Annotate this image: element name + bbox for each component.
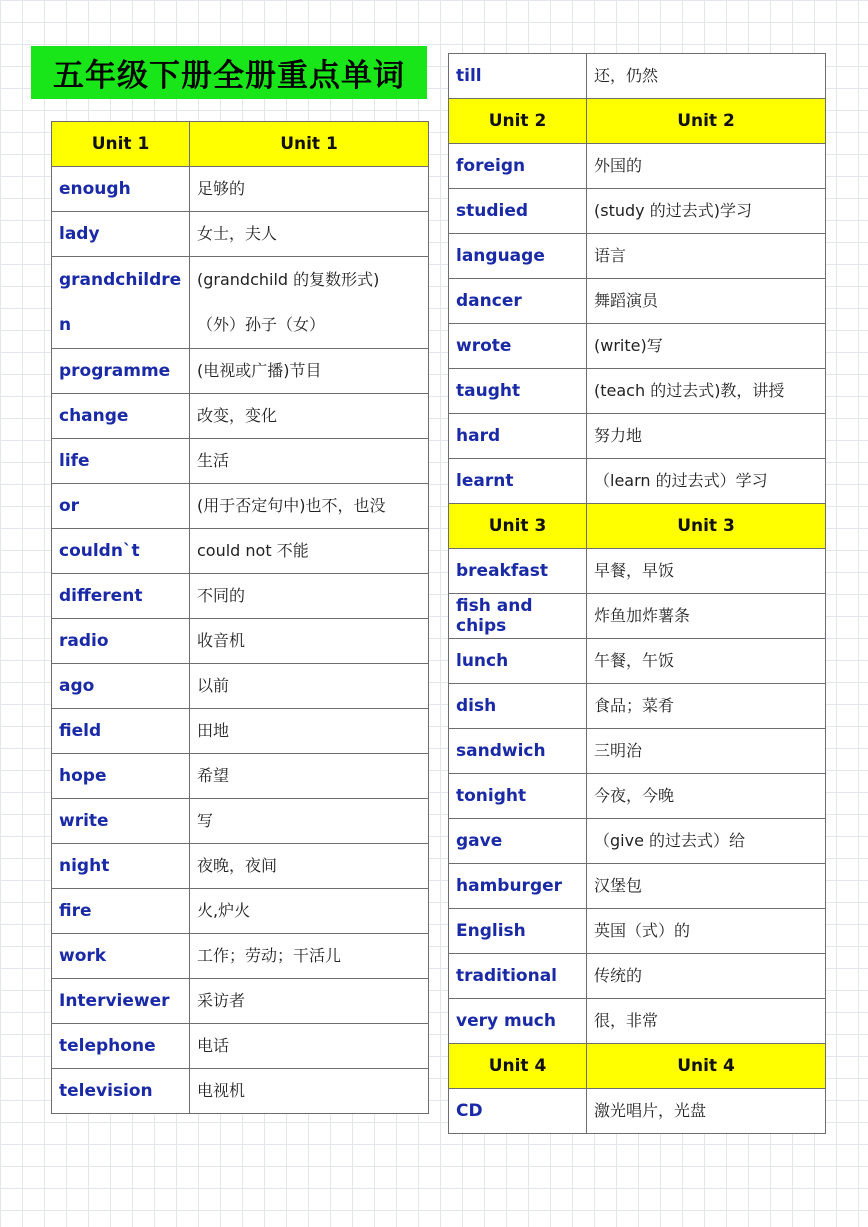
vocab-word: English: [449, 909, 587, 954]
vocab-meaning-line: (grandchild 的复数形式): [197, 269, 380, 289]
vocab-word: breakfast: [449, 549, 587, 594]
vocab-word: learnt: [449, 459, 587, 504]
table-row: [449, 639, 826, 684]
vocab-word: lady: [52, 212, 190, 257]
vocab-meaning: 英国（式）的: [587, 909, 826, 954]
unit3-header-cell: Unit 3: [587, 504, 826, 549]
table-row: [52, 799, 429, 844]
vocab-word: studied: [449, 189, 587, 234]
vocab-meaning: 写: [190, 799, 429, 844]
vocab-meaning: 以前: [190, 664, 429, 709]
vocab-word: CD: [449, 1089, 587, 1134]
unit2-header-cell: Unit 2: [449, 99, 587, 144]
table-row: [52, 212, 429, 257]
vocab-meaning: 早餐，早饭: [587, 549, 826, 594]
unit1-header-cell: Unit 1: [190, 122, 429, 167]
vocab-word: enough: [52, 167, 190, 212]
vocab-word: hard: [449, 414, 587, 459]
vocab-meaning: 外国的: [587, 144, 826, 189]
table-row: [449, 414, 826, 459]
page-title: 五年级下册全册重点单词: [31, 46, 427, 99]
vocab-word: hamburger: [449, 864, 587, 909]
vocab-meaning: 电话: [190, 1024, 429, 1069]
vocab-meaning: 传统的: [587, 954, 826, 999]
vocab-word: change: [52, 394, 190, 439]
table-row: [52, 529, 429, 574]
vocab-word: write: [52, 799, 190, 844]
table-row: [449, 459, 826, 504]
unit2-header-row: [449, 99, 826, 144]
table-row: [449, 819, 826, 864]
vocab-word: wrote: [449, 324, 587, 369]
vocab-meaning: 舞蹈演员: [587, 279, 826, 324]
table-row: [449, 999, 826, 1044]
table-row: [449, 324, 826, 369]
vocab-meaning: （give 的过去式）给: [587, 819, 826, 864]
vocab-meaning: (电视或广播)节目: [190, 349, 429, 394]
table-row: [52, 619, 429, 664]
vocab-word: life: [52, 439, 190, 484]
vocab-word: hope: [52, 754, 190, 799]
vocab-meaning: 改变，变化: [190, 394, 429, 439]
vocab-meaning: 语言: [587, 234, 826, 279]
table-row: [449, 774, 826, 819]
vocab-meaning: 不同的: [190, 574, 429, 619]
vocab-meaning: 收音机: [190, 619, 429, 664]
vocab-meaning: could not 不能: [190, 529, 429, 574]
vocab-meaning: 午餐，午饭: [587, 639, 826, 684]
unit3-header-cell: Unit 3: [449, 504, 587, 549]
vocab-meaning: 足够的: [190, 167, 429, 212]
vocab-word: sandwich: [449, 729, 587, 774]
vocab-word-line: grandchildre: [59, 269, 182, 290]
table-row: [449, 234, 826, 279]
table-row: [52, 664, 429, 709]
unit2-4-vocab-table: [448, 53, 826, 1134]
vocab-word: tonight: [449, 774, 587, 819]
unit3-header-row: [449, 504, 826, 549]
table-row: [52, 1024, 429, 1069]
unit4-header-cell: Unit 4: [449, 1044, 587, 1089]
vocab-meaning-line: （外）孙子（女）: [197, 315, 326, 335]
vocab-meaning: 汉堡包: [587, 864, 826, 909]
table-row: [52, 934, 429, 979]
table-row: [52, 257, 429, 349]
vocab-meaning: 电视机: [190, 1069, 429, 1114]
vocab-meaning: （learn 的过去式）学习: [587, 459, 826, 504]
vocab-word: or: [52, 484, 190, 529]
table-row: [449, 954, 826, 999]
vocab-meaning: 工作；劳动；干活儿: [190, 934, 429, 979]
table-row: [52, 439, 429, 484]
unit1-vocab-table: [51, 121, 429, 1114]
table-row: [52, 1069, 429, 1114]
vocab-word: dish: [449, 684, 587, 729]
vocab-meaning: 今夜，今晚: [587, 774, 826, 819]
vocab-meaning: 激光唱片，光盘: [587, 1089, 826, 1134]
vocab-meaning: 采访者: [190, 979, 429, 1024]
table-row: [52, 979, 429, 1024]
vocab-word: language: [449, 234, 587, 279]
table-row: [449, 1089, 826, 1134]
vocab-word: different: [52, 574, 190, 619]
table-row: [449, 144, 826, 189]
vocab-word: fish and chips: [449, 594, 587, 639]
table-row: [449, 594, 826, 639]
vocab-meaning: (study 的过去式)学习: [587, 189, 826, 234]
vocab-meaning: 努力地: [587, 414, 826, 459]
vocab-word: Interviewer: [52, 979, 190, 1024]
vocab-meaning: 火,炉火: [190, 889, 429, 934]
table-row: [449, 684, 826, 729]
unit1-header-cell: Unit 1: [52, 122, 190, 167]
vocab-word: lunch: [449, 639, 587, 684]
vocab-word: very much: [449, 999, 587, 1044]
table-row: [52, 889, 429, 934]
table-row: [449, 909, 826, 954]
table-row: [449, 189, 826, 234]
vocab-word: till: [449, 54, 587, 99]
vocab-word: radio: [52, 619, 190, 664]
vocab-word: gave: [449, 819, 587, 864]
table-row: [52, 574, 429, 619]
unit1-header-row: [52, 122, 429, 167]
table-row: [52, 167, 429, 212]
vocab-meaning: 希望: [190, 754, 429, 799]
table-row: [449, 54, 826, 99]
vocab-word: programme: [52, 349, 190, 394]
table-row: [449, 369, 826, 414]
vocab-meaning: 生活: [190, 439, 429, 484]
table-row: [52, 394, 429, 439]
table-row: [449, 864, 826, 909]
table-row: [52, 349, 429, 394]
table-row: [449, 279, 826, 324]
table-row: [52, 844, 429, 889]
vocab-meaning: 三明治: [587, 729, 826, 774]
vocab-word: [52, 257, 190, 349]
vocab-word: television: [52, 1069, 190, 1114]
vocab-word: field: [52, 709, 190, 754]
vocab-meaning: (teach 的过去式)教，讲授: [587, 369, 826, 414]
vocab-meaning: 田地: [190, 709, 429, 754]
vocab-word: ago: [52, 664, 190, 709]
vocab-meaning: (用于否定句中)也不，也没: [190, 484, 429, 529]
unit4-header-row: [449, 1044, 826, 1089]
vocab-word: work: [52, 934, 190, 979]
vocab-meaning: 炸鱼加炸薯条: [587, 594, 826, 639]
vocab-word: couldn`t: [52, 529, 190, 574]
table-row: [449, 729, 826, 774]
vocab-word: traditional: [449, 954, 587, 999]
table-row: [449, 549, 826, 594]
vocab-meaning: 很，非常: [587, 999, 826, 1044]
vocab-word: telephone: [52, 1024, 190, 1069]
vocab-word: dancer: [449, 279, 587, 324]
vocab-word: taught: [449, 369, 587, 414]
vocab-word: foreign: [449, 144, 587, 189]
vocab-word-line: n: [59, 315, 72, 336]
vocab-meaning: (write)写: [587, 324, 826, 369]
vocab-meaning: 还，仍然: [587, 54, 826, 99]
unit4-header-cell: Unit 4: [587, 1044, 826, 1089]
vocab-meaning: 夜晚，夜间: [190, 844, 429, 889]
vocab-word: fire: [52, 889, 190, 934]
unit2-header-cell: Unit 2: [587, 99, 826, 144]
vocab-word: night: [52, 844, 190, 889]
table-row: [52, 709, 429, 754]
vocab-meaning: 女士，夫人: [190, 212, 429, 257]
vocab-meaning: 食品；菜肴: [587, 684, 826, 729]
vocab-meaning: [190, 257, 429, 349]
table-row: [52, 484, 429, 529]
table-row: [52, 754, 429, 799]
